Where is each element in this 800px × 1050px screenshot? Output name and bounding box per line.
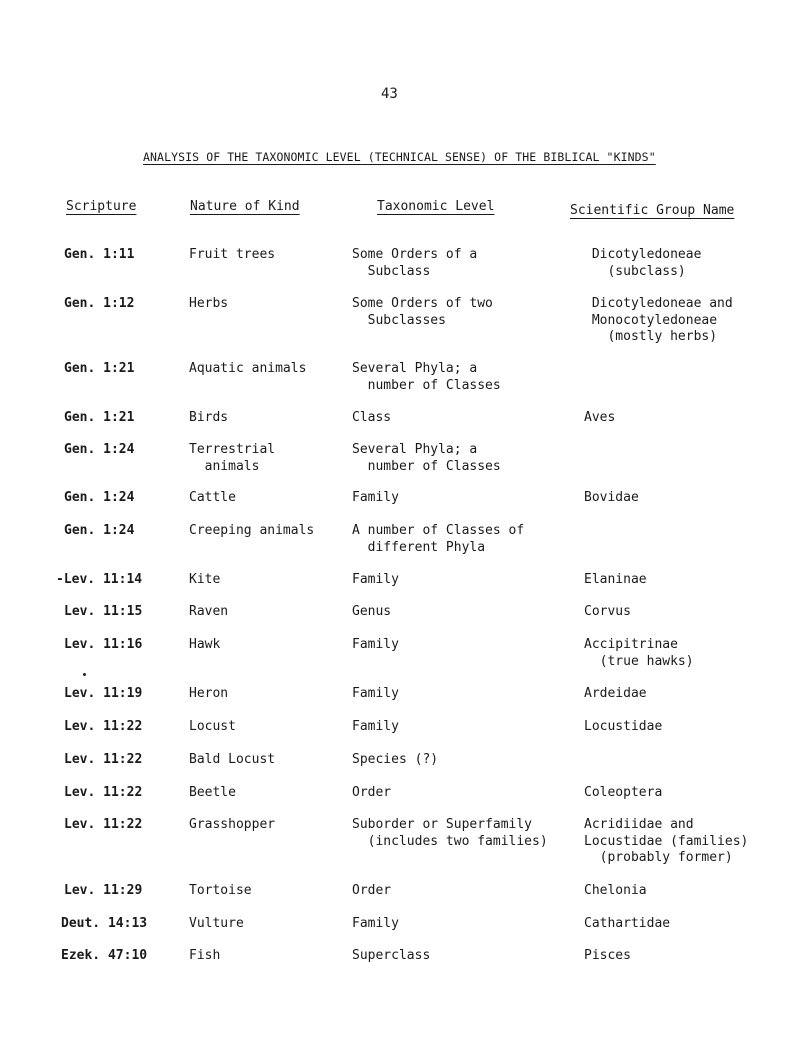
page-title: ANALYSIS OF THE TAXONOMIC LEVEL (TECHNICAL SENSE) OF THE BIBLICAL "KINDS"	[143, 150, 656, 164]
row-scientific-name: Acridiidae and Locustidae (families) (probably former)	[584, 817, 749, 865]
row-kind: Tortoise	[189, 883, 252, 898]
row-scripture: Gen. 1:24	[64, 490, 135, 505]
row-taxonomic-level: Genus	[352, 604, 392, 619]
row-scientific-name: Aves	[584, 410, 616, 425]
row-kind: Cattle	[189, 490, 236, 505]
row-taxonomic-level: Family	[352, 719, 399, 734]
row-kind: Beetle	[189, 785, 236, 800]
row-kind: Terrestrial animals	[189, 442, 276, 474]
page-number: 43	[381, 86, 398, 102]
table-header	[0, 199, 800, 223]
row-taxonomic-level: Class	[352, 410, 392, 425]
row-scripture: Lev. 11:22	[64, 719, 143, 734]
row-taxonomic-level: Some Orders of a Subclass	[352, 247, 478, 279]
row-scientific-name: Coleoptera	[584, 785, 663, 800]
row-scripture: Lev. 11:19	[64, 686, 143, 701]
row-scientific-name: Pisces	[584, 948, 631, 963]
row-scripture: Lev. 11:22	[64, 817, 143, 832]
row-taxonomic-level: Family	[352, 572, 399, 587]
row-scripture: Lev. 11:22	[64, 752, 143, 767]
row-taxonomic-level: A number of Classes of different Phyla	[352, 523, 525, 555]
row-scripture: Lev. 11:15	[64, 604, 143, 619]
row-kind: Raven	[189, 604, 229, 619]
row-scripture: Gen. 1:12	[64, 296, 135, 311]
row-scripture: Lev. 11:16	[64, 637, 143, 652]
row-scripture: Gen. 1:11	[64, 247, 135, 262]
row-taxonomic-level: Family	[352, 637, 399, 652]
row-scripture: Gen. 1:21	[64, 410, 135, 425]
row-kind: Creeping animals	[189, 523, 315, 538]
row-scientific-name: Corvus	[584, 604, 631, 619]
speck-mark	[83, 673, 86, 676]
row-scientific-name: Dicotyledoneae and Monocotyledoneae (mostly herbs)	[591, 296, 733, 344]
row-taxonomic-level: Some Orders of two Subclasses	[352, 296, 493, 328]
row-scripture: Gen. 1:24	[64, 523, 135, 538]
row-scripture: Deut. 14:13	[61, 916, 148, 931]
row-kind: Bald Locust	[189, 752, 276, 767]
row-scientific-name: Ardeidae	[584, 686, 647, 701]
row-taxonomic-level: Superclass	[352, 948, 431, 963]
row-taxonomic-level: Order	[352, 785, 392, 800]
row-kind: Grasshopper	[189, 817, 276, 832]
row-taxonomic-level: Family	[352, 916, 399, 931]
row-kind: Fish	[189, 948, 221, 963]
row-kind: Heron	[189, 686, 229, 701]
row-scripture: Lev. 11:22	[64, 785, 143, 800]
row-kind: Birds	[189, 410, 229, 425]
row-scripture: -Lev. 11:14	[56, 572, 143, 587]
row-scripture: Gen. 1:21	[64, 361, 135, 376]
column-header-scripture: Scripture	[66, 199, 137, 214]
row-scripture: Ezek. 47:10	[61, 948, 148, 963]
row-taxonomic-level: Family	[352, 490, 399, 505]
row-taxonomic-level: Suborder or Superfamily (includes two families)	[352, 817, 548, 849]
column-header-scientific: Scientific Group Name	[570, 203, 735, 218]
column-header-taxonomic: Taxonomic Level	[377, 199, 495, 214]
row-scientific-name: Bovidae	[584, 490, 639, 505]
row-kind: Kite	[189, 572, 221, 587]
row-scripture: Gen. 1:24	[64, 442, 135, 457]
row-kind: Hawk	[189, 637, 221, 652]
row-scientific-name: Cathartidae	[584, 916, 671, 931]
row-scientific-name: Dicotyledoneae (subclass)	[591, 247, 702, 279]
row-scientific-name: Accipitrinae (true hawks)	[584, 637, 694, 669]
row-kind: Fruit trees	[189, 247, 276, 262]
row-taxonomic-level: Several Phyla; a number of Classes	[352, 361, 501, 393]
row-taxonomic-level: Order	[352, 883, 392, 898]
row-kind: Vulture	[189, 916, 244, 931]
row-scripture: Lev. 11:29	[64, 883, 143, 898]
row-kind: Herbs	[189, 296, 229, 311]
row-scientific-name: Elaninae	[584, 572, 647, 587]
row-scientific-name: Chelonia	[584, 883, 647, 898]
column-header-kind: Nature of Kind	[190, 199, 300, 214]
row-taxonomic-level: Several Phyla; a number of Classes	[352, 442, 501, 474]
row-kind: Locust	[189, 719, 236, 734]
row-kind: Aquatic animals	[189, 361, 307, 376]
row-taxonomic-level: Species (?)	[352, 752, 439, 767]
row-taxonomic-level: Family	[352, 686, 399, 701]
row-scientific-name: Locustidae	[584, 719, 663, 734]
